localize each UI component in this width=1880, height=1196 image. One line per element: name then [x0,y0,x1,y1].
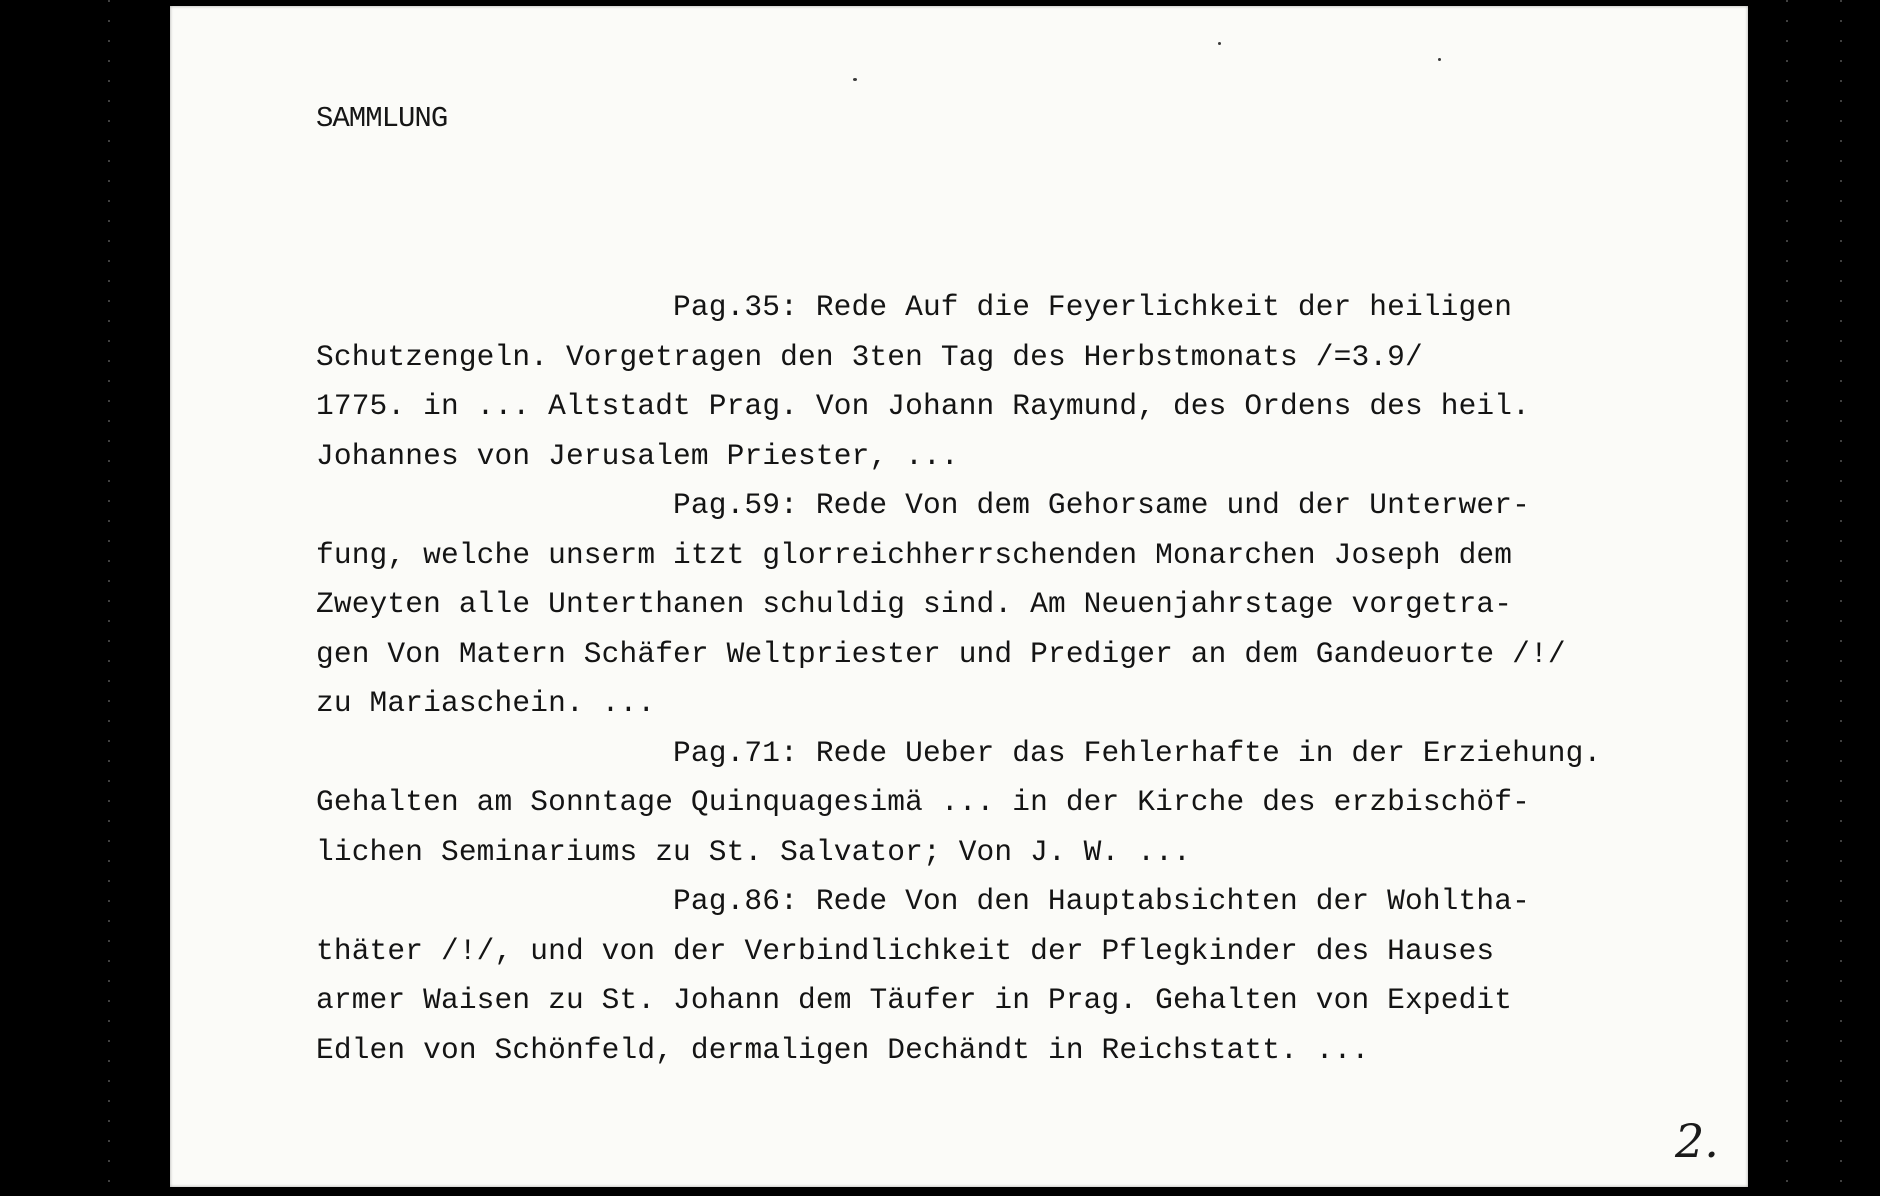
text-line: fung, welche unserm itzt glorreichherrschenden Monarchen Joseph dem [316,537,1513,572]
text-line: thäter /!/, und von der Verbindlichkeit der Pflegkinder des Hauses [316,933,1495,968]
text-line: zu Mariaschein. ... [316,686,656,720]
card-text-block [316,283,1716,1075]
text-line: 1775. in ... Altstadt Prag. Von Johann Raymund, des Ordens des heil. [316,389,1530,423]
dust-speck [853,78,857,81]
index-card [170,6,1748,1187]
dust-speck [1438,58,1441,61]
right-film-edge-1 [1786,0,1788,1196]
text-line: Zweyten alle Unterthanen schuldig sind. Am Neuenjahrstage vorgetra- [316,587,1513,621]
text-line: Gehalten am Sonntage Quinquagesimä ... in der Kirche des erzbischöf- [316,785,1530,819]
card-heading: SAMMLUNG [316,102,448,135]
text-line: lichen Seminariums zu St. Salvator; Von J. W. ... [316,834,1191,869]
text-line: Johannes von Jerusalem Priester, ... [316,438,959,473]
text-line: gen Von Matern Schäfer Weltpriester und Prediger an dem Gandeuorte /!/ [316,636,1566,671]
text-line: Pag.35: Rede Auf die Feyerlichkeit der heiligen [673,290,1513,324]
left-film-edge [108,0,110,1196]
text-line: armer Waisen zu St. Johann dem Täufer in Prag. Gehalten von Expedit [316,983,1513,1017]
text-line: Edlen von Schönfeld, dermaligen Dechändt in Reichstatt. ... [316,1032,1370,1067]
dust-speck [1218,42,1221,45]
text-line: Schutzengeln. Vorgetragen den 3ten Tag des Herbstmonats /=3.9/ [316,339,1423,374]
text-line: Pag.59: Rede Von dem Gehorsame und der Unterwer- [673,488,1530,522]
right-film-edge-2 [1840,0,1842,1196]
text-line: Pag.86: Rede Von den Hauptabsichten der Wohltha- [673,884,1530,918]
text-line: Pag.71: Rede Ueber das Fehlerhafte in der Erziehung. [673,735,1602,770]
page-number: 2. [1675,1114,1719,1168]
